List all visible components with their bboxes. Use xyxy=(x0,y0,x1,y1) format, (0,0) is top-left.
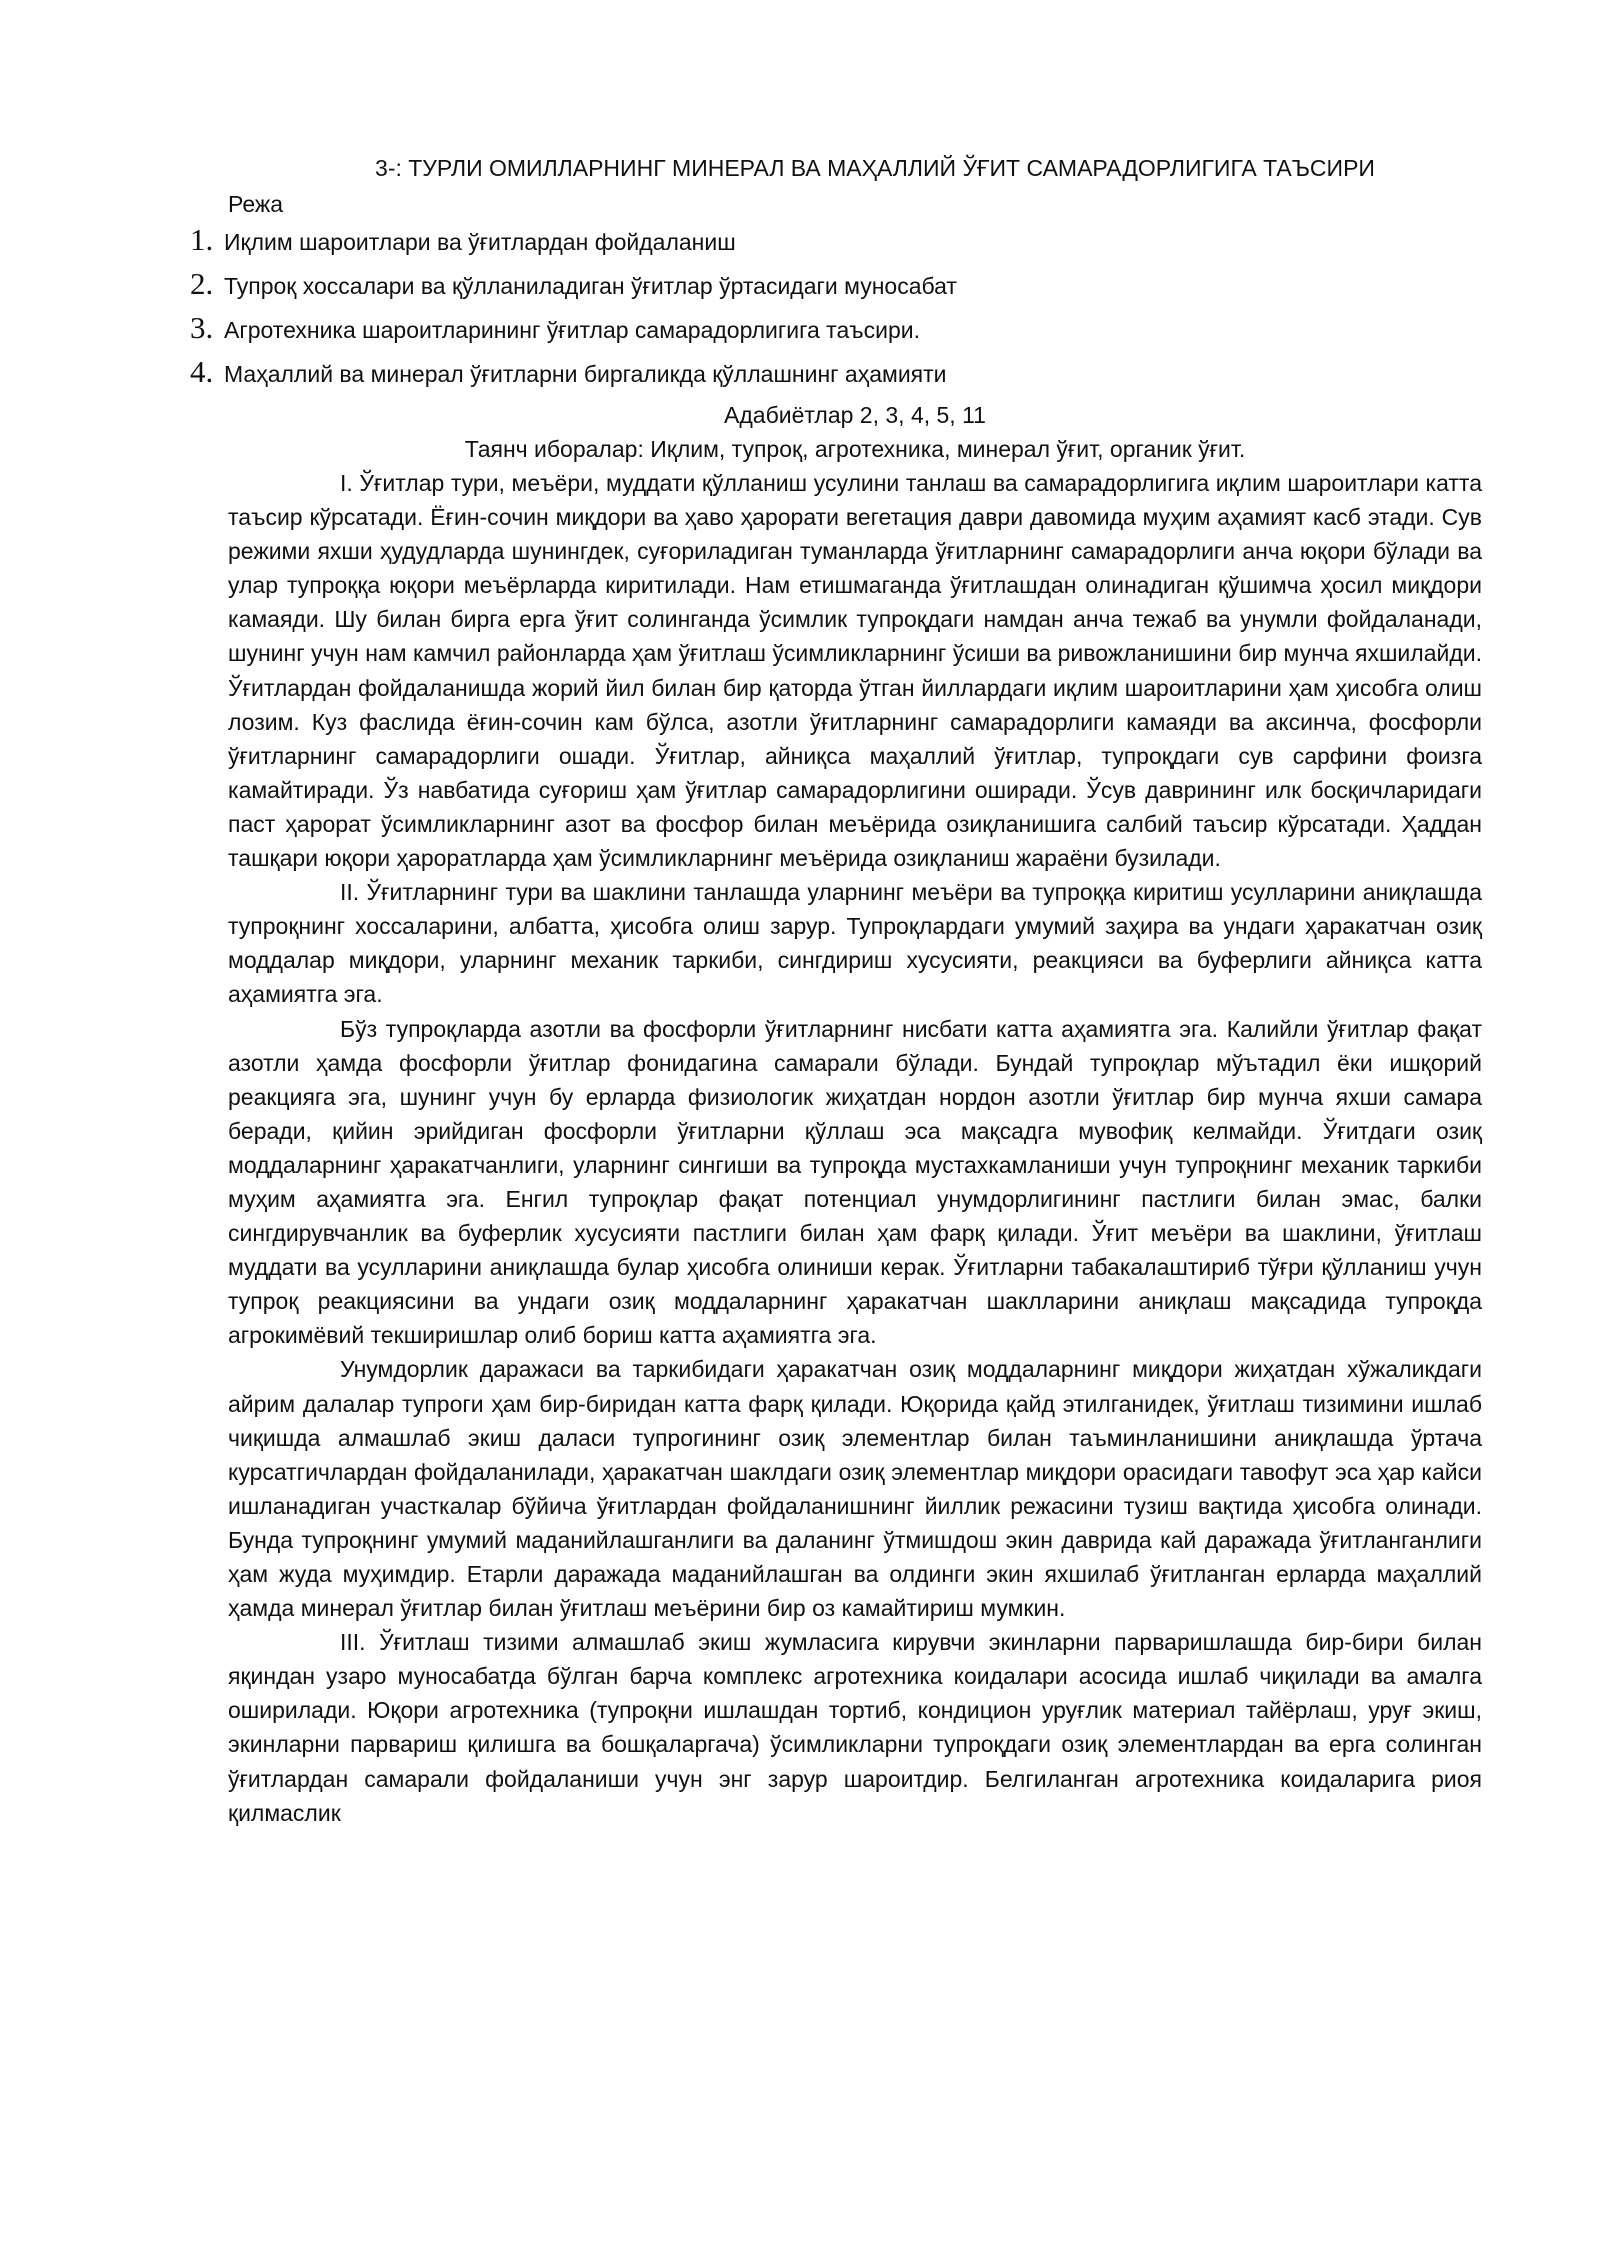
plan-item-text: Агротехника шароитларининг ўғитлар самарадорлигига таъсири. xyxy=(224,317,920,343)
plan-item-text: Иқлим шароитлари ва ўғитлардан фойдаланиш xyxy=(224,229,736,255)
document-page xyxy=(190,150,1482,1830)
plan-list xyxy=(190,222,1482,398)
plan-item-number: 1. xyxy=(190,222,214,257)
plan-label: Режа xyxy=(228,191,284,217)
body-paragraph-4: Унумдорлик даражаси ва таркибидаги ҳаракатчан озиқ моддаларнинг миқдори жиҳатдан хўжаликдаги айрим далалар тупроги ҳам бир-биридан катта фарқ қилади. Юқорида қайд этилганидек, ўғитлаш тизимини ишлаб чиқишда алмашлаб экиш даласи тупрогининг озиқ элементлар билан таъминланишини аниқлашда ўртача курсатгичлардан фойдаланилади, ҳаракатчан шаклдаги озиқ элементлар миқдори орасидаги тавофут эса ҳар кайси ишланадиган участкалар бўйича ўғитлардан фойдаланишнинг йиллик режасини тузиш вақтида ҳисобга олинади. Бунда тупроқнинг умумий маданийлашганлиги ва даланинг ўтмишдош экин даврида кай даражада ўғитланганлиги ҳам жуда муҳимдир. Етарли даражада маданийлашган ва олдинги экин яхшилаб ўғитланган ерларда маҳаллий ҳамда минерал ўғитлар билан ўғитлаш меъёрини бир оз камайтириш мумкин. xyxy=(228,1356,1482,1622)
plan-item-text: Тупроқ хоссалари ва қўлланиладиган ўғитлар ўртасидаги муносабат xyxy=(224,273,957,299)
plan-item xyxy=(190,222,1482,266)
literature-line: Адабиётлар 2, 3, 4, 5, 11 xyxy=(724,402,986,428)
plan-item xyxy=(190,354,1482,398)
document-title: 3-: ТУРЛИ ОМИЛЛАРНИНГ МИНЕРАЛ ВА МАҲАЛЛИЙ ЎҒИТ САМАРАДОРЛИГИГА ТАЪСИРИ xyxy=(375,155,1375,181)
body-paragraph-1: I. Ўғитлар тури, меъёри, муддати қўлланиш усулини танлаш ва самарадорлигига иқлим шароитлари катта таъсир кўрсатади. Ёғин-сочин миқдори ва ҳаво ҳарорати вегетация даври давомида муҳим аҳамият касб этади. Сув режими яхши ҳудудларда шунингдек, суғориладиган туманларда ўғитларнинг самарадорлиги анча юқори бўлади ва улар тупроққа юқори меъёрларда киритилади. Нам етишмаганда ўғитлашдан олинадиган қўшимча ҳосил миқдори камаяди. Шу билан бирга ерга ўғит солинганда ўсимлик тупроқдаги намдан анча тежаб ва унумли фойдаланади, шунинг учун нам камчил районларда ҳам ўғитлаш ўсимликларнинг ўсиши ва ривожланишини бир мунча яхшилайди. Ўғитлардан фойдаланишда жорий йил билан бир қаторда ўтган йиллардаги иқлим шароитларини ҳам ҳисобга олиш лозим. Куз фаслида ёғин-сочин кам бўлса, азотли ўғитларнинг самарадорлиги камаяди ва аксинча, фосфорли ўғитларнинг самарадорлиги ошади. Ўғитлар, айниқса маҳаллий ўғитлар, тупроқдаги сув сарфини фоизга камайтиради. Ўз навбатида суғориш ҳам ўғитлар самарадорлигини оширади. Ўсув даврининг илк босқичларидаги паст ҳарорат ўсимликларнинг азот ва фосфор билан меъёрида озиқланишига салбий таъсир кўрсатади. Ҳаддан ташқари юқори ҳароратларда ҳам ўсимликларнинг меъёрида озиқланиш жараёни бузилади. xyxy=(228,470,1482,872)
plan-item xyxy=(190,266,1482,310)
body-paragraph-2: II. Ўғитларнинг тури ва шаклини танлашда уларнинг меъёри ва тупроққа киритиш усулларини аниқлашда тупроқнинг хоссаларини, албатта, ҳисобга олиш зарур. Тупроқлардаги умумий заҳира ва ундаги ҳаракатчан озиқ моддалар миқдори, уларнинг механик таркиби, сингдириш хусусияти, реакцияси ва буферлиги айниқса катта аҳамиятга эга. xyxy=(228,879,1482,1008)
keywords-line: Таянч иборалар: Иқлим, тупроқ, агротехника, минерал ўғит, органик ўғит. xyxy=(464,436,1246,462)
plan-item xyxy=(190,310,1482,354)
plan-item-number: 3. xyxy=(190,310,214,345)
body-paragraph-3: Бўз тупроқларда азотли ва фосфорли ўғитларнинг нисбати катта аҳамиятга эга. Калийли ўғитлар фақат азотли ҳамда фосфорли ўғитлар фонидагина самарали бўлади. Бундай тупроқлар мўътадил ёки ишқорий реакцияга эга, шунинг учун бу ерларда физиологик жиҳатдан нордон азотли ўғитлар бир мунча яхши самара беради, қийин эрийдиган фосфорли ўғитларни қўллаш эса мақсадга мувофиқ келмайди. Ўғитдаги озиқ моддаларнинг ҳаракатчанлиги, уларнинг сингиши ва тупроқда мустахкамланиши учун тупроқнинг механик таркиби муҳим аҳамиятга эга. Енгил тупроқлар фақат потенциал унумдорлигининг пастлиги билан эмас, балки сингдирувчанлик ва буферлик хусусияти пастлиги билан ҳам фарқ қилади. Ўғит меъёри ва шаклини, ўғитлаш муддати ва усулларини аниқлашда булар ҳисобга олиниши керак. Ўғитларни табакалаштириб тўғри қўлланиш учун тупроқ реакциясини ва ундаги озиқ моддаларнинг ҳаракатчан шаклларини аниқлаш мақсадида тупроқда агрокимёвий текширишлар олиб бориш катта аҳамиятга эга. xyxy=(228,1015,1482,1349)
plan-item-number: 4. xyxy=(190,354,214,389)
body-paragraph-5: III. Ўғитлаш тизими алмашлаб экиш жумласига кирувчи экинларни парваришлашда бир-бири билан яқиндан узаро муносабатда бўлган барча комплекс агротехника коидалари асосида ишлаб чиқилади ва амалга оширилади. Юқори агротехника (тупроқни ишлашдан тортиб, кондицион уруғлик материал тайёрлаш, уруғ экиш, экинларни парвариш қилишга ва бошқаларгача) ўсимликларни тупроқдаги озиқ элементлардан ва ерга солинган ўғитлардан самарали фойдаланиши учун энг зарур шароитдир. Белгиланган агротехника коидаларига риоя қилмаслик xyxy=(228,1629,1482,1826)
plan-item-text: Маҳаллий ва минерал ўғитларни биргаликда қўллашнинг аҳамияти xyxy=(224,361,947,387)
plan-item-number: 2. xyxy=(190,266,214,301)
